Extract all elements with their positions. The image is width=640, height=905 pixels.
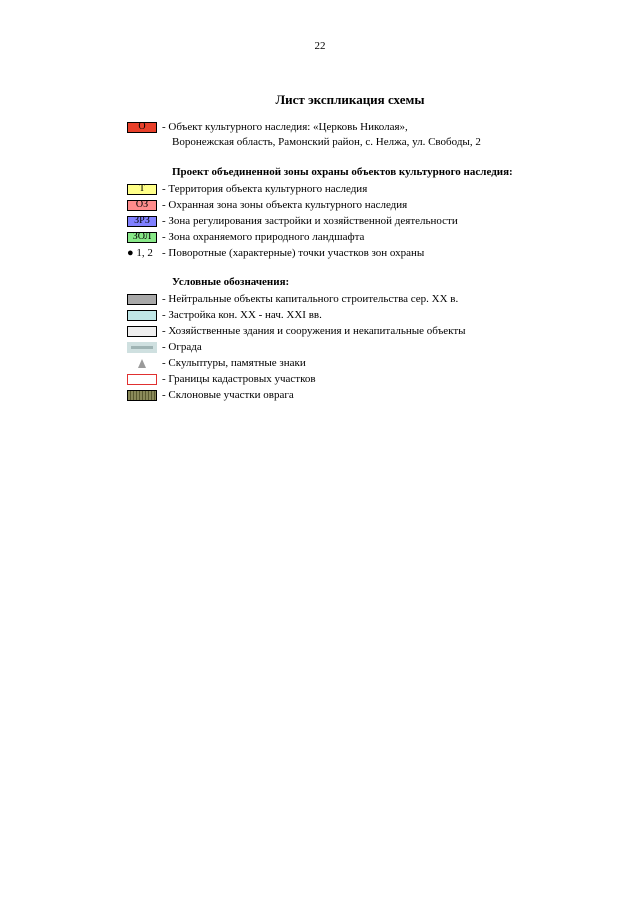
zone-row-territory <box>127 182 367 196</box>
legend-label: - Границы кадастровых участков <box>162 373 316 385</box>
legend-row-cadastre <box>127 372 316 386</box>
zone-label: - Охранная зона зоны объекта культурного наследия <box>162 199 408 211</box>
zone-label: - Поворотные (характерные) точки участков зон охраны <box>162 247 425 259</box>
zone-symbol-t: Т <box>127 184 157 195</box>
page-number: 22 <box>314 40 326 52</box>
cadastral-boundary-swatch <box>127 374 157 385</box>
zone-row-zrz <box>127 214 458 228</box>
zone-row-zol <box>127 230 364 244</box>
legend-heading: Условные обозначения: <box>172 276 290 288</box>
object-address: Воронежская область, Рамонский район, с. Нелжа, ул. Свободы, 2 <box>172 136 481 148</box>
object-description: - Объект культурного наследия: «Церковь Николая», <box>162 121 408 133</box>
legend-label: - Склоновые участки оврага <box>162 389 294 401</box>
legend-row-outbuildings <box>127 324 466 338</box>
zone-label: - Территория объекта культурного наследия <box>162 183 368 195</box>
object-legend-row <box>127 120 408 134</box>
zone-symbol-zol: ЗОЛ <box>127 232 157 243</box>
legend-row-fence <box>127 340 202 354</box>
zones-heading: Проект объединенной зоны охраны объектов культурного наследия: <box>172 166 513 178</box>
zone-label: - Зона регулирования застройки и хозяйственной деятельности <box>162 215 458 227</box>
legend-label: - Застройка кон. XX - нач. XXI вв. <box>162 309 322 321</box>
turning-points-symbol: ● 1, 2 <box>127 247 153 259</box>
outbuildings-swatch <box>127 326 157 337</box>
statue-icon <box>127 358 157 369</box>
zone-symbol-oz: ОЗ <box>127 200 157 211</box>
page-title: Лист экспликация схемы <box>275 92 425 107</box>
legend-label: - Скульптуры, памятные знаки <box>162 357 306 369</box>
zone-row-points <box>127 246 424 260</box>
legend-row-modern-buildings <box>127 308 322 322</box>
legend-row-statues <box>127 356 306 370</box>
neutral-objects-swatch <box>127 294 157 305</box>
legend-row-neutral <box>127 292 458 306</box>
fence-swatch <box>127 342 157 353</box>
zone-label: - Зона охраняемого природного ландшафта <box>162 231 365 243</box>
ravine-slope-swatch <box>127 390 157 401</box>
legend-label: - Хозяйственные здания и сооружения и некапитальные объекты <box>162 325 466 337</box>
zone-symbol-zrz: ЗРЗ <box>127 216 157 227</box>
legend-label: - Нейтральные объекты капитального строительства сер. XX в. <box>162 293 459 305</box>
legend-label: - Ограда <box>162 341 202 353</box>
modern-buildings-swatch <box>127 310 157 321</box>
zone-row-oz <box>127 198 407 212</box>
legend-row-ravine <box>127 388 294 402</box>
object-symbol: О <box>127 122 157 133</box>
